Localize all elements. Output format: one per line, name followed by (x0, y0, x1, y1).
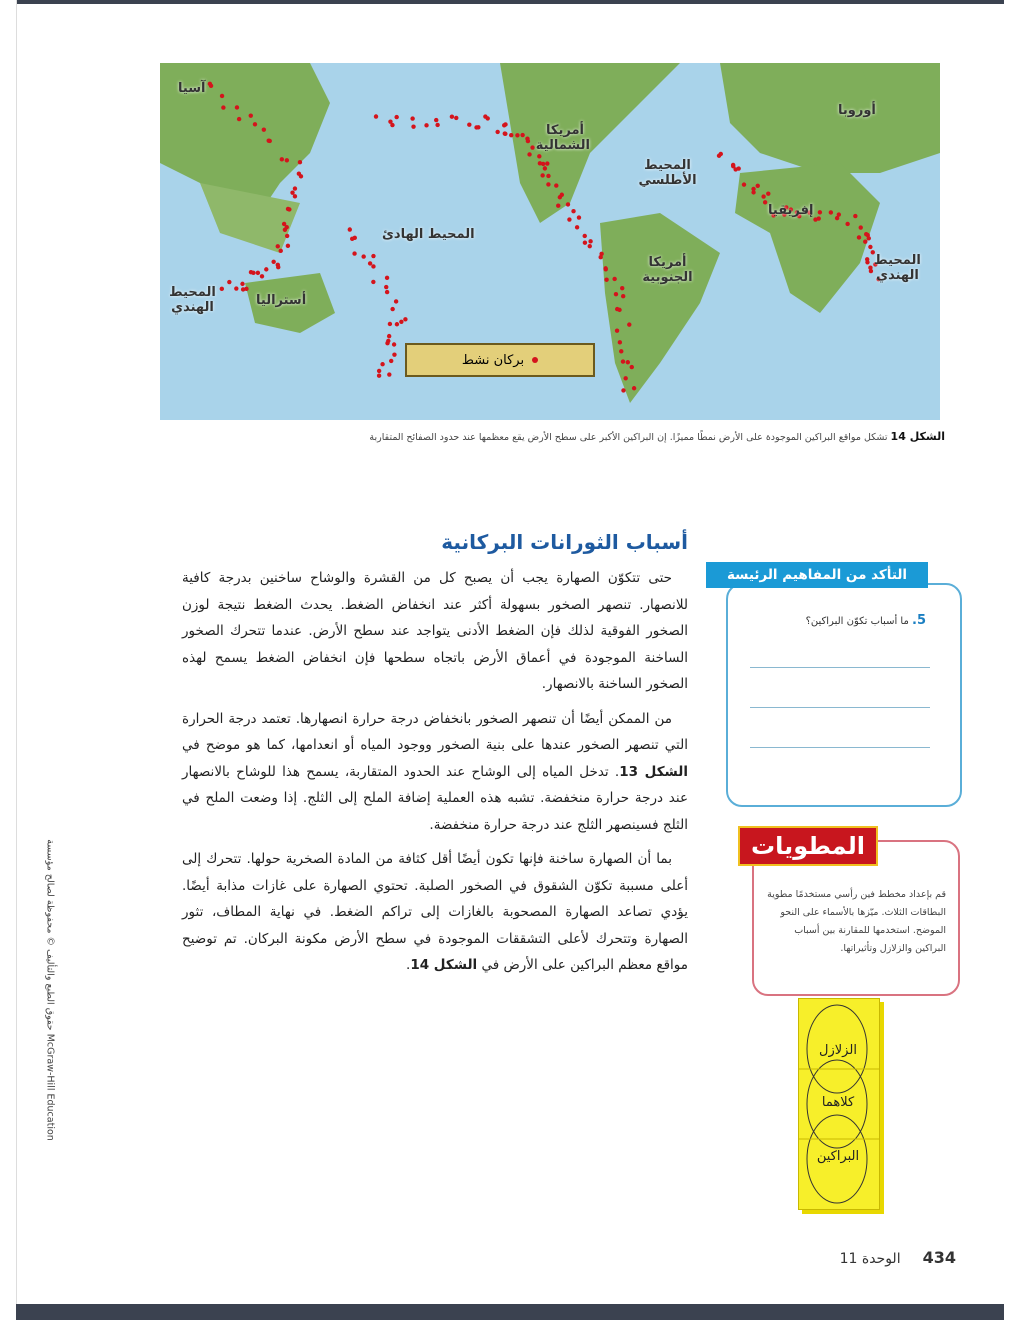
volcano-marker (766, 191, 770, 195)
volcano-marker (450, 115, 454, 119)
volcano-marker (604, 267, 608, 271)
volcano-marker (583, 241, 587, 245)
volcano-marker (621, 359, 625, 363)
volcano-marker (818, 210, 822, 214)
label-south-america: أمريكا الجنوبية (642, 255, 693, 285)
key-concept-title: التأكد من المفاهيم الرئيسة (706, 562, 928, 588)
volcano-marker (863, 239, 867, 243)
figure-reference: الشكل 13 (619, 763, 688, 780)
volcano-marker (380, 362, 384, 366)
volcano-marker (410, 116, 414, 120)
volcano-marker (859, 225, 863, 229)
figure-label: الشكل 14 (890, 430, 945, 443)
volcano-marker (298, 160, 302, 164)
volcano-marker (527, 152, 531, 156)
volcano-marker (530, 145, 534, 149)
volcano-marker (279, 249, 283, 253)
volcano-marker (268, 139, 272, 143)
label-indian-ocean-east: المحيط الهندي (874, 253, 921, 283)
volcano-marker (626, 360, 630, 364)
volcano-marker (260, 274, 264, 278)
volcano-marker (276, 244, 280, 248)
foldables-title: المطويات (738, 826, 878, 866)
volcano-marker (546, 182, 550, 186)
volcano-marker (384, 285, 388, 289)
volcano-marker (763, 200, 767, 204)
volcano-marker (394, 299, 398, 303)
label-indian-ocean-west: المحيط الهندي (169, 285, 216, 315)
volcano-marker (392, 352, 396, 356)
volcano-marker (253, 122, 257, 126)
volcano-marker (411, 124, 415, 128)
volcano-marker (256, 271, 260, 275)
section-heading: أسباب الثورانات البركانية (441, 530, 688, 554)
volcano-marker (614, 292, 618, 296)
text: من الممكن أيضًا أن تنصهر الصخور بانخفاض درجة حرارة انصهارها. تعتمد درجة الحرارة التي تنصهر الصخور عندها على بنية الصخور ووجود المياه أو انعدامها، كما هو موضح في (182, 710, 688, 753)
text: . (406, 957, 411, 973)
volcano-marker (515, 133, 519, 137)
volcano-marker (567, 217, 571, 221)
volcano-marker (264, 267, 268, 271)
volcano-marker (627, 322, 631, 326)
text: بما أن الصهارة ساخنة فإنها تكون أيضًا أقل كثافة من المادة الصخرية حولها. تتحرك إلى أعلى مسببة تكوّن الشقوق في الصخور الصلبة. تحتوي الصهارة على غازات مذابة أيضًا. يؤدي تصاعد الصهارة المصحوبة بالغازات إلى تراكم الضغط. في نهاية المطاف، تثور الصهارة وتتحرك لأعلى التشققات الموجودة في سطح الأرض مكونة البركان. تم توضيح مواقع معظم البراكين على الأرض في (182, 851, 688, 973)
volcano-marker (377, 369, 381, 373)
volcano-marker (262, 127, 266, 131)
volcano-marker (276, 263, 280, 267)
volcano-marker (845, 222, 849, 226)
volcano-marker (240, 282, 244, 286)
section-body (182, 565, 688, 987)
volcano-marker (286, 244, 290, 248)
volcano-marker (615, 329, 619, 333)
volcano-marker (390, 307, 394, 311)
volcano-marker (604, 278, 608, 282)
volcano-marker (865, 260, 869, 264)
label-africa: إفريقيا (768, 203, 814, 218)
volcano-marker (280, 157, 284, 161)
figure-caption (160, 430, 945, 443)
volcano-marker (467, 122, 471, 126)
volcano-marker (235, 105, 239, 109)
volcano-marker (388, 322, 392, 326)
volcano-marker (588, 244, 592, 248)
page-number: 434 (922, 1248, 956, 1267)
volcano-marker (756, 184, 760, 188)
volcano-marker (361, 254, 365, 258)
volcano-marker (371, 254, 375, 258)
venn-foldable-illustration (798, 998, 880, 1210)
volcano-marker (503, 132, 507, 136)
volcano-marker (385, 276, 389, 280)
volcano-marker (299, 174, 303, 178)
volcano-marker (509, 133, 513, 137)
question (806, 613, 926, 628)
volcano-marker (395, 322, 399, 326)
volcano-marker (220, 94, 224, 98)
legend-label: بركان نشط (461, 352, 525, 368)
label-north-america: أمريكا الشمالية (535, 123, 590, 153)
top-border (16, 0, 1004, 4)
volcano-marker (742, 182, 746, 186)
caption-text: تشكل مواقع البراكين الموجودة على الأرض نمطًا مميزًا. إن البراكين الأكبر على سطح الأرض يقع معظمها عند حدود الصفائح المتقاربة (369, 432, 888, 443)
volcano-marker (540, 173, 544, 177)
volcano-marker (630, 365, 634, 369)
volcano-marker (424, 123, 428, 127)
venn-label-both: كلاهما (821, 1095, 855, 1110)
volcano-marker (545, 161, 549, 165)
volcano-marker (571, 209, 575, 213)
volcano-marker (619, 349, 623, 353)
volcano-marker (583, 234, 587, 238)
paragraph-1: حتى تتكوّن الصهارة يجب أن يصبح كل من القشرة والوشاح ساخنين بدرجة كافية للانصهار. تنصهر الصخور بسهولة أكثر عند انخفاض الضغط. يحدث الضغط نتيجة لوزن الصخور الفوقية لذلك فإن الضغط الأدنى يتواجد عند سطح الأرض. عندما تتحرك الصخور الساخنة الموجودة في أعماق الأرض باتجاه سطحها فإن انخفاض الضغط يسمح لهذه الصخور الساخنة بالانصهار. (182, 570, 688, 692)
label-atlantic: المحيط الأطلسي (638, 158, 697, 188)
text: . تدخل المياه إلى الوشاح عند الحدود المتقاربة، يسمح هذا للوشاح بالانصهار عند درجة حرارة منخفضة. تشبه هذه العملية إضافة الملح إلى الثلج. إذا وضعت الملح في الثلج فسينصهر الثلج عند درجة حرارة منخفضة. (182, 763, 688, 833)
bottom-border (16, 1304, 1004, 1320)
volcano-marker (209, 84, 213, 88)
volcano-marker (390, 123, 394, 127)
label-europe: أوروبا (838, 103, 876, 118)
foldables-instructions: قم بإعداد مخطط فين رأسي مستخدمًا مطوية البطاقات الثلاث. ميّزها بالأسماء على النحو الموضح. استخدمها للمقارنة بين أسباب البراكين والزلازل وتأثيراتها. (767, 889, 946, 954)
volcano-marker (486, 116, 490, 120)
volcano-marker (353, 236, 357, 240)
volcano-marker (368, 261, 372, 265)
volcano-marker (293, 186, 297, 190)
volcano-marker (352, 251, 356, 255)
answer-line[interactable] (750, 667, 930, 668)
volcano-marker (588, 239, 592, 243)
volcano-marker (560, 193, 564, 197)
volcano-marker (526, 139, 530, 143)
volcano-marker (221, 105, 225, 109)
volcano-marker (829, 210, 833, 214)
volcano-marker (857, 235, 861, 239)
volcano-marker (241, 287, 245, 291)
volcano-marker (853, 214, 857, 218)
volcano-marker (435, 123, 439, 127)
volcano-marker (227, 280, 231, 284)
volcano-marker (377, 373, 381, 377)
volcano-marker (293, 194, 297, 198)
volcano-marker (868, 245, 872, 249)
volcano-marker (543, 166, 547, 170)
volcano-marker (271, 260, 275, 264)
volcano-marker (251, 271, 255, 275)
volcano-marker (403, 317, 407, 321)
answer-line[interactable] (750, 707, 930, 708)
volcano-marker (541, 162, 545, 166)
volcano-marker (385, 290, 389, 294)
volcano-marker (566, 202, 570, 206)
volcano-marker (434, 118, 438, 122)
venn-label-volcanoes: البراكين (816, 1149, 860, 1164)
volcano-marker (399, 320, 403, 324)
volcano-marker (617, 308, 621, 312)
volcano-marker (290, 190, 294, 194)
copyright-notice (40, 810, 60, 1170)
volcano-marker (835, 216, 839, 220)
copyright-text: حقوق الطبع والتأليف © محفوظة لصالح مؤسسة McGraw-Hill Education (44, 839, 56, 1141)
volcano-marker (554, 183, 558, 187)
volcano-marker (520, 133, 524, 137)
volcano-marker (577, 215, 581, 219)
volcano-marker (285, 225, 289, 229)
volcano-marker (817, 216, 821, 220)
volcano-marker (751, 190, 755, 194)
volcano-marker (234, 286, 238, 290)
volcano-marker (618, 340, 622, 344)
volcano-marker (385, 341, 389, 345)
volcano-dot-icon (532, 357, 538, 363)
key-concept-check-box (726, 583, 962, 807)
volcano-marker (502, 123, 506, 127)
venn-label-earthquakes: الزلازل (819, 1043, 857, 1058)
volcano-marker (761, 194, 765, 198)
answer-line[interactable] (750, 747, 930, 748)
volcano-marker (389, 359, 393, 363)
volcano-world-map (160, 63, 940, 420)
label-asia: آسيا (178, 81, 206, 96)
volcano-marker (387, 372, 391, 376)
volcano-marker (387, 334, 391, 338)
volcano-marker (537, 154, 541, 158)
volcano-marker (371, 280, 375, 284)
paragraph-2 (182, 706, 688, 839)
volcano-marker (621, 388, 625, 392)
page-edge (16, 0, 17, 1304)
volcano-marker (632, 386, 636, 390)
volcano-marker (556, 204, 560, 208)
volcano-marker (546, 174, 550, 178)
volcano-marker (249, 113, 253, 117)
volcano-marker (621, 294, 625, 298)
volcano-marker (374, 114, 378, 118)
paragraph-3 (182, 846, 688, 979)
volcano-marker (348, 227, 352, 231)
label-pacific: المحيط الهادئ (382, 227, 475, 242)
volcano-marker (476, 125, 480, 129)
question-number: 5. (912, 613, 926, 628)
volcano-marker (394, 115, 398, 119)
volcano-marker (599, 255, 603, 259)
volcano-marker (392, 342, 396, 346)
volcano-marker (371, 264, 375, 268)
volcano-marker (575, 225, 579, 229)
volcano-marker (285, 158, 289, 162)
figure-reference: الشكل 14 (410, 957, 478, 973)
volcano-marker (620, 286, 624, 290)
volcano-marker (867, 236, 871, 240)
map-legend (405, 343, 595, 377)
question-text: ما أسباب تكوّن البراكين؟ (805, 616, 909, 627)
volcano-marker (454, 116, 458, 120)
volcano-marker (612, 277, 616, 281)
volcano-marker (285, 234, 289, 238)
unit-label: الوحدة 11 (839, 1251, 901, 1267)
volcano-marker (287, 207, 291, 211)
volcano-marker (733, 167, 737, 171)
volcano-marker (220, 287, 224, 291)
volcano-marker (495, 130, 499, 134)
page-footer (840, 1248, 956, 1267)
label-australia: أستراليا (256, 293, 307, 308)
volcano-marker (717, 154, 721, 158)
volcano-marker (623, 376, 627, 380)
volcano-marker (237, 117, 241, 121)
